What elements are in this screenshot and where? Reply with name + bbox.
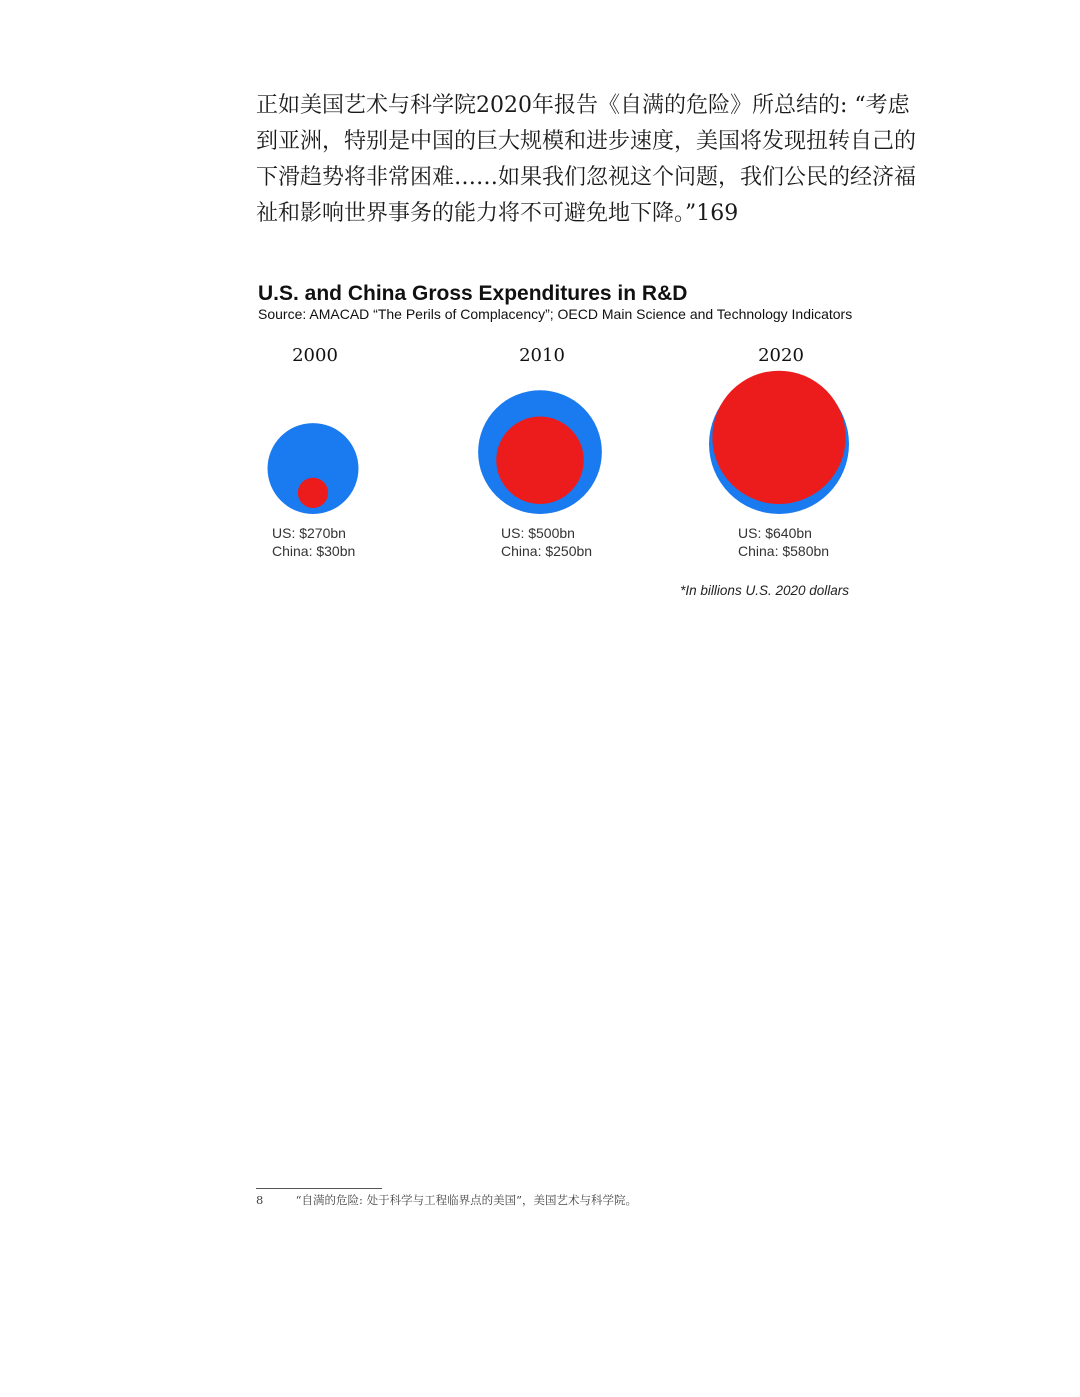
chart-title: U.S. and China Gross Expenditures in R&D	[258, 282, 688, 305]
footnote-number: 8	[256, 1193, 264, 1207]
year-label: 2000	[292, 345, 338, 366]
us-value-label: US: $500bn	[501, 525, 575, 541]
china-value-label: China: $30bn	[272, 543, 356, 559]
china-circle	[298, 478, 328, 508]
us-value-label: US: $640bn	[738, 525, 812, 541]
paragraph-line: 到亚洲，特别是中国的巨大规模和进步速度，美国将发现扭转自己的	[256, 129, 917, 154]
year-label: 2010	[519, 345, 565, 366]
china-circle	[712, 371, 845, 504]
chart-note: *In billions U.S. 2020 dollars	[680, 583, 849, 598]
footnote-text: “自满的危险: 处于科学与工程临界点的美国”，美国艺术与科学院。	[295, 1193, 637, 1207]
chart-source: Source: AMACAD “The Perils of Complacency”; OECD Main Science and Technology Indicators	[258, 306, 853, 322]
year-label: 2020	[758, 345, 804, 366]
china-value-label: China: $250bn	[501, 543, 593, 559]
bubble-chart	[0, 0, 1080, 620]
footnote-rule	[256, 1188, 382, 1189]
paragraph-line: 祉和影响世界事务的能力将不可避免地下降。”169	[256, 201, 739, 226]
china-circle	[496, 417, 584, 505]
china-value-label: China: $580bn	[738, 543, 830, 559]
footnote	[256, 1192, 637, 1208]
paragraph-line: 正如美国艺术与科学院2020年报告《自满的危险》所总结的: “考虑	[256, 93, 910, 118]
paragraph-line: 下滑趋势将非常困难……如果我们忽视这个问题，我们公民的经济福	[256, 165, 917, 190]
us-value-label: US: $270bn	[272, 525, 346, 541]
